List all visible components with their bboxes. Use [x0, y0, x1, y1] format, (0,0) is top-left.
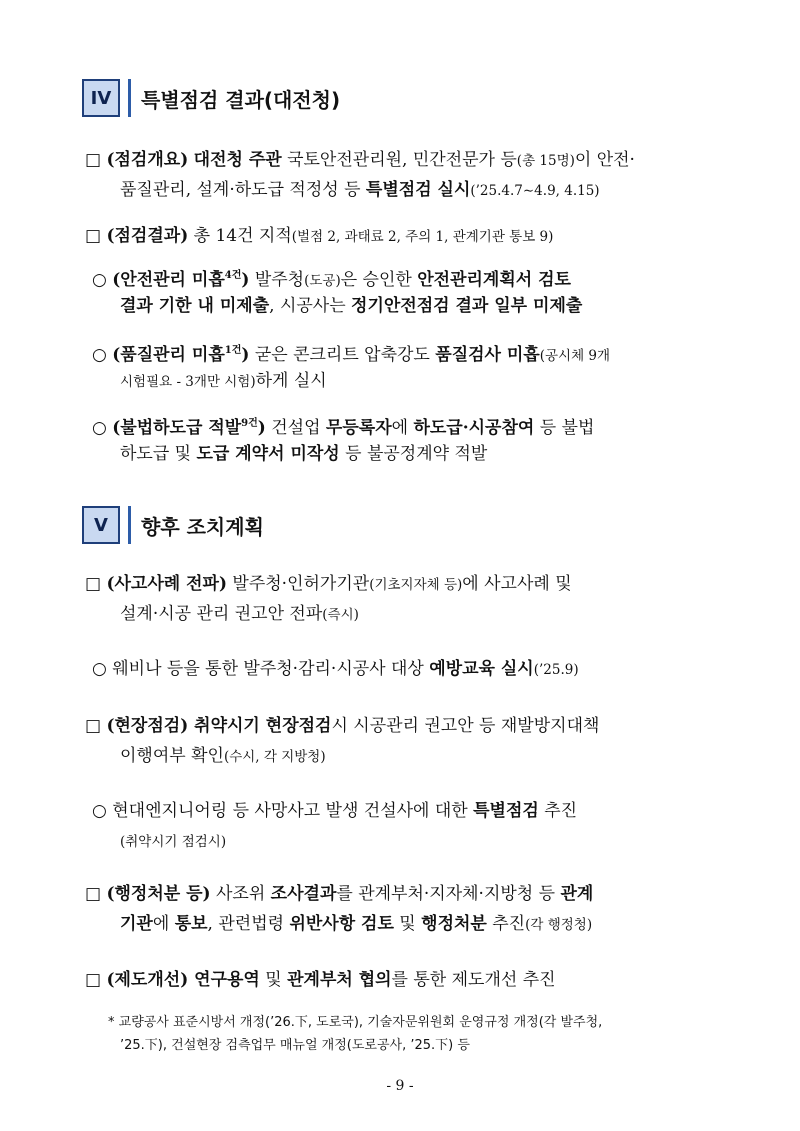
- section-divider: [128, 79, 131, 117]
- site-line-2: 이행여부 확인(수시, 각 지방청): [120, 746, 326, 766]
- quality-line-2: 시험필요 - 3개만 시험)하게 실시: [120, 371, 327, 391]
- quality-line-1: ○ (품질관리 미흡$^{1건}$) 굳은 콘크리트 압축강도 품질검사 미흡(공시체 9개: [92, 345, 611, 365]
- footnote-line-1: * 교량공사 표준시방서 개정(’26.下, 도로국), 기술자문위원회 운영규정 개정(각 발주청,: [108, 1015, 603, 1030]
- site-line-1: □ (현장점검) 취약시기 현장점검시 시공관리 권고안 등 재발방지대책: [85, 716, 600, 736]
- section-title: 향후 조치계획: [141, 514, 264, 539]
- admin-line-2: 기관에 통보, 관련법령 위반사항 검토 및 행정처분 추진(각 행정청): [120, 914, 593, 934]
- footnote-line-2: ’25.下), 건설현장 검측업무 매뉴얼 개정(도로공사, ’25.下) 등: [120, 1038, 470, 1053]
- result-line: □ (점검결과) 총 14건 지적(벌점 2, 과태료 2, 주의 1, 관계기관 통보 9): [85, 226, 554, 246]
- system-line: □ (제도개선) 연구용역 및 관계부처 협의를 통한 제도개선 추진: [85, 970, 556, 990]
- accident-line-1: □ (사고사례 전파) 발주청·인허가기관(기초지자체 등)에 사고사례 및: [85, 574, 572, 594]
- overview-line-2: 품질관리, 설계·하도급 적정성 등 특별점검 실시(’25.4.7∼4.9, 4.15): [120, 180, 600, 200]
- section-header-iv: [82, 79, 340, 117]
- page-number: - 9 -: [386, 1078, 414, 1094]
- illegal-line-1: ○ (불법하도급 적발$^{9건}$) 건설업 무등록자에 하도급·시공참여 등 불법: [92, 418, 595, 438]
- section-divider: [128, 506, 131, 544]
- hyundai-line-1: ○ 현대엔지니어링 등 사망사고 발생 건설사에 대한 특별점검 추진: [92, 801, 578, 821]
- safety-line-2: 결과 기한 내 미제출, 시공사는 정기안전점검 결과 일부 미제출: [120, 296, 583, 316]
- hyundai-line-2: (취약시기 점검시): [120, 834, 227, 850]
- accident-line-2: 설계·시공 관리 권고안 전파(즉시): [120, 604, 359, 624]
- section-number: V: [82, 506, 120, 544]
- admin-line-1: □ (행정처분 등) 사조위 조사결과를 관계부처·지자체·지방청 등 관계: [85, 884, 594, 904]
- overview-line-1: □ (점검개요) 대전청 주관 국토안전관리원, 민간전문가 등(총 15명)이 안전·: [85, 150, 635, 170]
- webinar-line: ○ 웨비나 등을 통한 발주청·감리·시공사 대상 예방교육 실시(’25.9): [92, 659, 579, 679]
- section-number: IV: [82, 79, 120, 117]
- illegal-line-2: 하도급 및 도급 계약서 미작성 등 불공정계약 적발: [120, 444, 488, 464]
- section-header-v: [82, 506, 264, 544]
- section-title: 특별점검 결과(대전청): [141, 87, 341, 112]
- safety-line-1: ○ (안전관리 미흡$^{4건}$) 발주청(도공)은 승인한 안전관리계획서 검토: [92, 270, 571, 290]
